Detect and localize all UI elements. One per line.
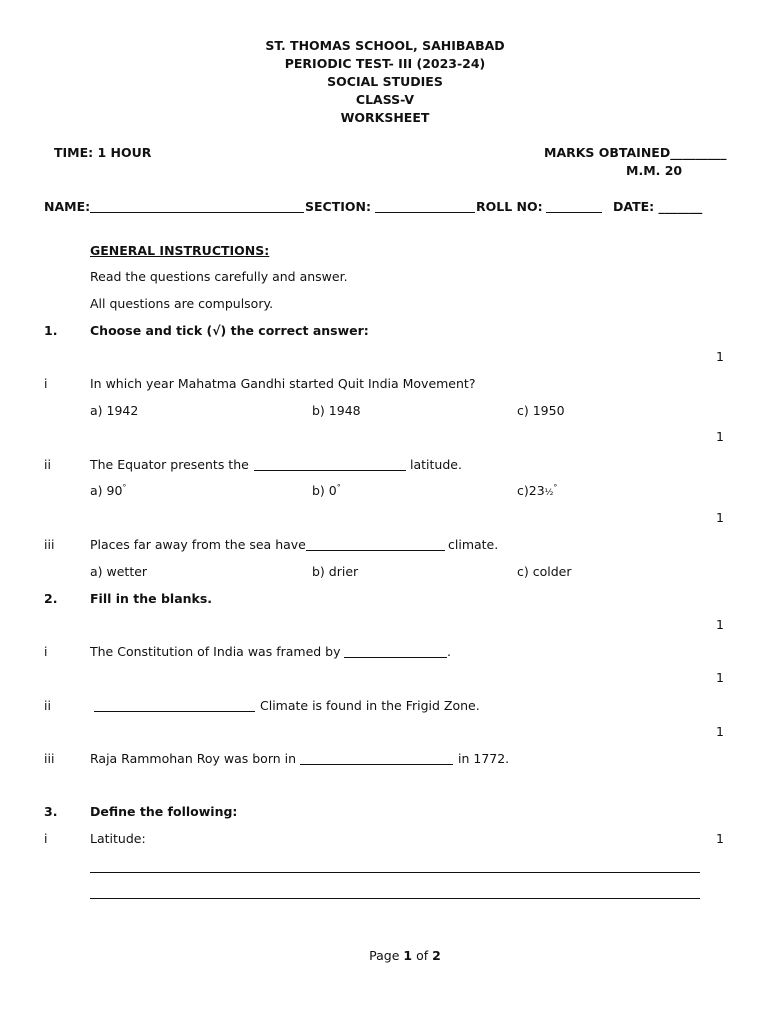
name-label: NAME:: [44, 199, 91, 214]
option-c[interactable]: c) colder: [517, 564, 572, 579]
answer-line[interactable]: [90, 898, 700, 899]
page-prefix: Page: [369, 948, 400, 963]
roll-blank[interactable]: [546, 212, 602, 213]
answer-blank[interactable]: [306, 550, 445, 551]
test-title: PERIODIC TEST- III (2023-24): [284, 56, 486, 71]
marks-obtained-label: MARKS OBTAINED_________: [544, 145, 727, 160]
marks-value: 1: [716, 429, 724, 444]
subquestion-text: Places far away from the sea have: [90, 537, 306, 552]
option-b-label: b) 0: [312, 483, 337, 499]
option-a-label: a) 90: [90, 483, 123, 499]
option-c[interactable]: [517, 483, 557, 498]
option-a[interactable]: a) wetter: [90, 564, 148, 579]
question-title: Fill in the blanks.: [90, 591, 213, 606]
half-sign: ½: [544, 488, 554, 499]
answer-blank[interactable]: [300, 764, 453, 765]
instruction-item: All questions are compulsory.: [90, 296, 274, 311]
subquestion-number: ii: [44, 457, 51, 472]
option-c[interactable]: c) 1950: [517, 403, 565, 418]
subquestion-number: i: [44, 376, 48, 391]
roll-label: ROLL NO:: [476, 199, 543, 214]
degree-sign: °: [122, 483, 127, 492]
option-b[interactable]: [312, 483, 341, 498]
subquestion-text: In which year Mahatma Gandhi started Quit India Movement?: [90, 376, 476, 391]
instruction-item: Read the questions carefully and answer.: [90, 269, 348, 284]
page-number: 1: [403, 948, 413, 963]
page-total: 2: [432, 948, 441, 963]
option-a[interactable]: [90, 483, 126, 498]
time-label: TIME: 1 HOUR: [54, 145, 152, 160]
subquestion-number: ii: [44, 698, 51, 713]
answer-blank[interactable]: [254, 470, 406, 471]
answer-blank[interactable]: [344, 657, 447, 658]
answer-line[interactable]: [90, 872, 700, 873]
page-footer: [0, 948, 770, 963]
date-label: DATE: _______: [613, 199, 703, 214]
school-name: ST. THOMAS SCHOOL, SAHIBABAD: [265, 38, 505, 53]
marks-value: 1: [716, 670, 724, 685]
subquestion-number: iii: [44, 751, 55, 766]
subquestion-number: iii: [44, 537, 55, 552]
marks-value: 1: [716, 349, 724, 364]
question-title: Choose and tick (√) the correct answer:: [90, 323, 369, 338]
marks-value: 1: [716, 831, 724, 846]
subquestion-text: Latitude:: [90, 831, 146, 846]
option-c-label: c)23: [517, 483, 545, 499]
subquestion-text: Climate is found in the Frigid Zone.: [260, 698, 480, 713]
option-a[interactable]: a) 1942: [90, 403, 139, 418]
subquestion-text: The Constitution of India was framed by: [90, 644, 341, 659]
class-title: CLASS-V: [355, 92, 415, 107]
subquestion-text-end: in 1772.: [458, 751, 510, 766]
subquestion-number: i: [44, 831, 48, 846]
degree-sign: °: [553, 483, 558, 492]
option-b[interactable]: b) 1948: [312, 403, 361, 418]
subquestion-number: i: [44, 644, 48, 659]
instructions-heading: GENERAL INSTRUCTIONS:: [90, 243, 270, 258]
page-of: of: [416, 948, 429, 963]
marks-value: 1: [716, 510, 724, 525]
subquestion-text-end: climate.: [448, 537, 499, 552]
question-number: 1.: [44, 323, 58, 338]
section-blank[interactable]: [375, 212, 475, 213]
question-number: 3.: [44, 804, 58, 819]
subquestion-text: Raja Rammohan Roy was born in: [90, 751, 297, 766]
subquestion-text-end: latitude.: [410, 457, 462, 472]
answer-blank[interactable]: [94, 711, 255, 712]
name-blank[interactable]: [90, 212, 304, 213]
option-b[interactable]: b) drier: [312, 564, 359, 579]
subquestion-text-end: .: [447, 644, 451, 659]
subquestion-text: The Equator presents the: [90, 457, 249, 472]
question-title: Define the following:: [90, 804, 238, 819]
section-label: SECTION:: [305, 199, 371, 214]
marks-value: 1: [716, 617, 724, 632]
worksheet-title: WORKSHEET: [340, 110, 430, 125]
marks-value: 1: [716, 724, 724, 739]
subject-title: SOCIAL STUDIES: [327, 74, 443, 89]
degree-sign: °: [336, 483, 341, 492]
max-marks-label: M.M. 20: [626, 163, 683, 178]
question-number: 2.: [44, 591, 58, 606]
